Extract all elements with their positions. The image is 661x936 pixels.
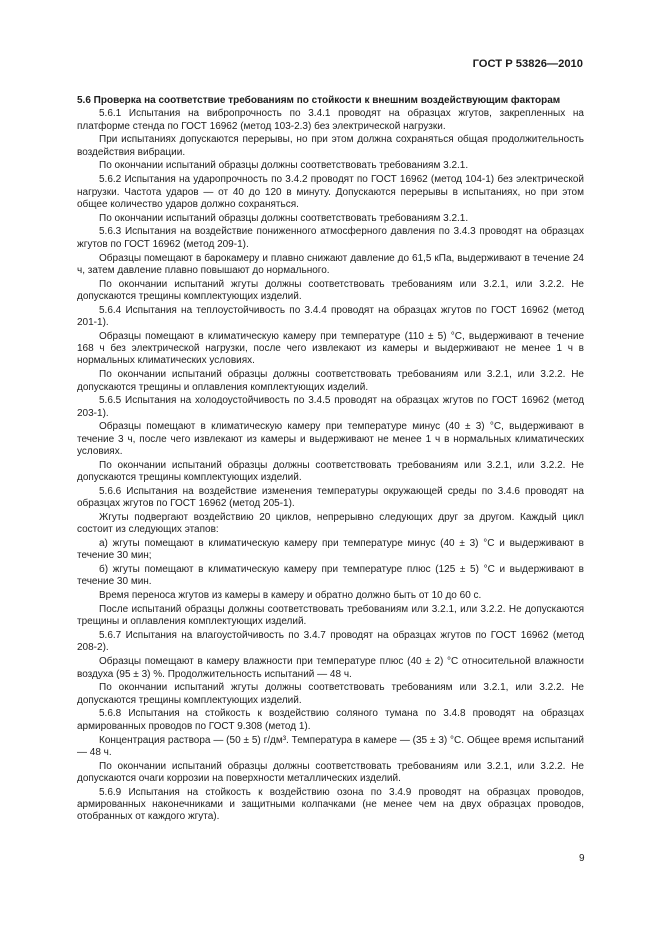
paragraph: Образцы помещают в камеру влажности при температуре плюс (40 ± 2) °С относительной влажности воздуха (95 ± 3) %. Продолжительность испытаний — 48 ч. xyxy=(77,656,584,680)
list-item: б) жгуты помещают в климатическую камеру при температуре плюс (125 ± 5) °С и выдерживают в течение 30 мин. xyxy=(77,564,584,588)
section-body xyxy=(77,95,584,825)
paragraph: 5.6.3 Испытания на воздействие пониженного атмосферного давления по 3.4.3 проводят на образцах жгутов по ГОСТ 16962 (метод 209-1). xyxy=(77,226,584,250)
paragraph: По окончании испытаний образцы должны соответствовать требованиям или 3.2.1, или 3.2.2. Не допускаются очаги коррозии на поверхности металлических изделий. xyxy=(77,760,584,784)
paragraph: 5.6.2 Испытания на ударопрочность по 3.4.2 проводят по ГОСТ 16962 (метод 104-1) без электрической нагрузки. Частота ударов — от 40 до 120 в минуту. Допускаются перерывы в испытаниях, но при этом общее количество ударов должно сохраняться. xyxy=(77,174,584,210)
paragraph: При испытаниях допускаются перерывы, но при этом должна сохраняться общая продолжительность воздействия вибрации. xyxy=(77,134,584,158)
paragraph: По окончании испытаний образцы должны соответствовать требованиям или 3.2.1, или 3.2.2. Не допускаются трещины и оплавления комплектующих изделий. xyxy=(77,369,584,393)
paragraph: По окончании испытаний образцы должны соответствовать требованиям 3.2.1. xyxy=(99,212,469,224)
list-item: а) жгуты помещают в климатическую камеру при температуре минус (40 ± 3) °С и выдерживают в течение 30 мин; xyxy=(77,538,584,562)
paragraph: 5.6.5 Испытания на холодоустойчивость по 3.4.5 проводят на образцах жгутов по ГОСТ 16962 (метод 203-1). xyxy=(77,395,584,419)
paragraph: По окончании испытаний образцы должны соответствовать требованиям или 3.2.1, или 3.2.2. Не допускаются трещины комплектующих изделий. xyxy=(77,459,584,484)
section-heading: 5.6 Проверка на соответствие требованиям по стойкости к внешним воздействующим факторам xyxy=(77,95,561,106)
paragraph: По окончании испытаний образцы должны соответствовать требованиям 3.2.1. xyxy=(99,160,469,172)
paragraph: После испытаний образцы должны соответствовать требованиям или 3.2.1, или 3.2.2. Не допускаются трещины и оплавления комплектующих изделий. xyxy=(77,604,584,628)
paragraph: 5.6.9 Испытания на стойкость к воздействию озона по 3.4.9 проводят на образцах проводов, армированных наконечниками и защитными колпачками (не менее чем на двух образцах проводов, отобранных от каждого жгута). xyxy=(77,786,584,823)
paragraph: Образцы помещают в климатическую камеру при температуре (110 ± 5) °С, выдерживают в течение 168 ч без электрической нагрузки, после чего извлекают из камеры и выдерживают не менее 1 ч в нормальных климатических условиях. xyxy=(77,330,584,367)
paragraph: 5.6.6 Испытания на воздействие изменения температуры окружающей среды по 3.4.6 проводят на образцах жгутов по ГОСТ 16962 (метод 205-1). xyxy=(77,485,584,510)
paragraph: 5.6.4 Испытания на теплоустойчивость по 3.4.4 проводят на образцах жгутов по ГОСТ 16962 (метод 201-1). xyxy=(77,304,584,329)
page-number: 9 xyxy=(579,853,585,864)
paragraph: 5.6.7 Испытания на влагоустойчивость по 3.4.7 проводят на образцах жгутов по ГОСТ 16962 (метод 208-2). xyxy=(77,630,584,654)
document-code: ГОСТ Р 53826—2010 xyxy=(472,58,583,70)
paragraph: По окончании испытаний жгуты должны соответствовать требованиям или 3.2.1, или 3.2.2. Не допускаются трещины комплектующих изделий. xyxy=(77,682,584,706)
paragraph: Образцы помещают в климатическую камеру при температуре минус (40 ± 3) °С, выдерживают в течение 3 ч, после чего извлекают из камеры и выдерживают не менее 1 ч в нормальных климатических условиях. xyxy=(77,421,584,458)
paragraph: Образцы помещают в барокамеру и плавно снижают давление до 61,5 кПа, выдерживают в течение 24 ч, затем давление плавно повышают до нормального. xyxy=(77,252,584,276)
paragraph: По окончании испытаний жгуты должны соответствовать требованиям или 3.2.1, или 3.2.2. Не допускаются трещины комплектующих изделий. xyxy=(77,278,584,302)
paragraph: Концентрация раствора — (50 ± 5) г/дм³. Температура в камере — (35 ± 3) °С. Общее время испытаний — 48 ч. xyxy=(77,734,584,758)
paragraph: 5.6.8 Испытания на стойкость к воздействию соляного тумана по 3.4.8 проводят на образцах армированных проводов по ГОСТ 9.308 (метод 1). xyxy=(77,708,584,732)
paragraph: 5.6.1 Испытания на вибропрочность по 3.4.1 проводят на образцах жгутов, закрепленных на платформе стенда по ГОСТ 16962 (метод 103-2.3) без электрической нагрузки. xyxy=(77,108,584,132)
paragraph: Жгуты подвергают воздействию 20 циклов, непрерывно следующих друг за другом. Каждый цикл состоит из следующих этапов: xyxy=(77,512,584,536)
paragraph: Время переноса жгутов из камеры в камеру и обратно должно быть от 10 до 60 с. xyxy=(99,590,482,602)
